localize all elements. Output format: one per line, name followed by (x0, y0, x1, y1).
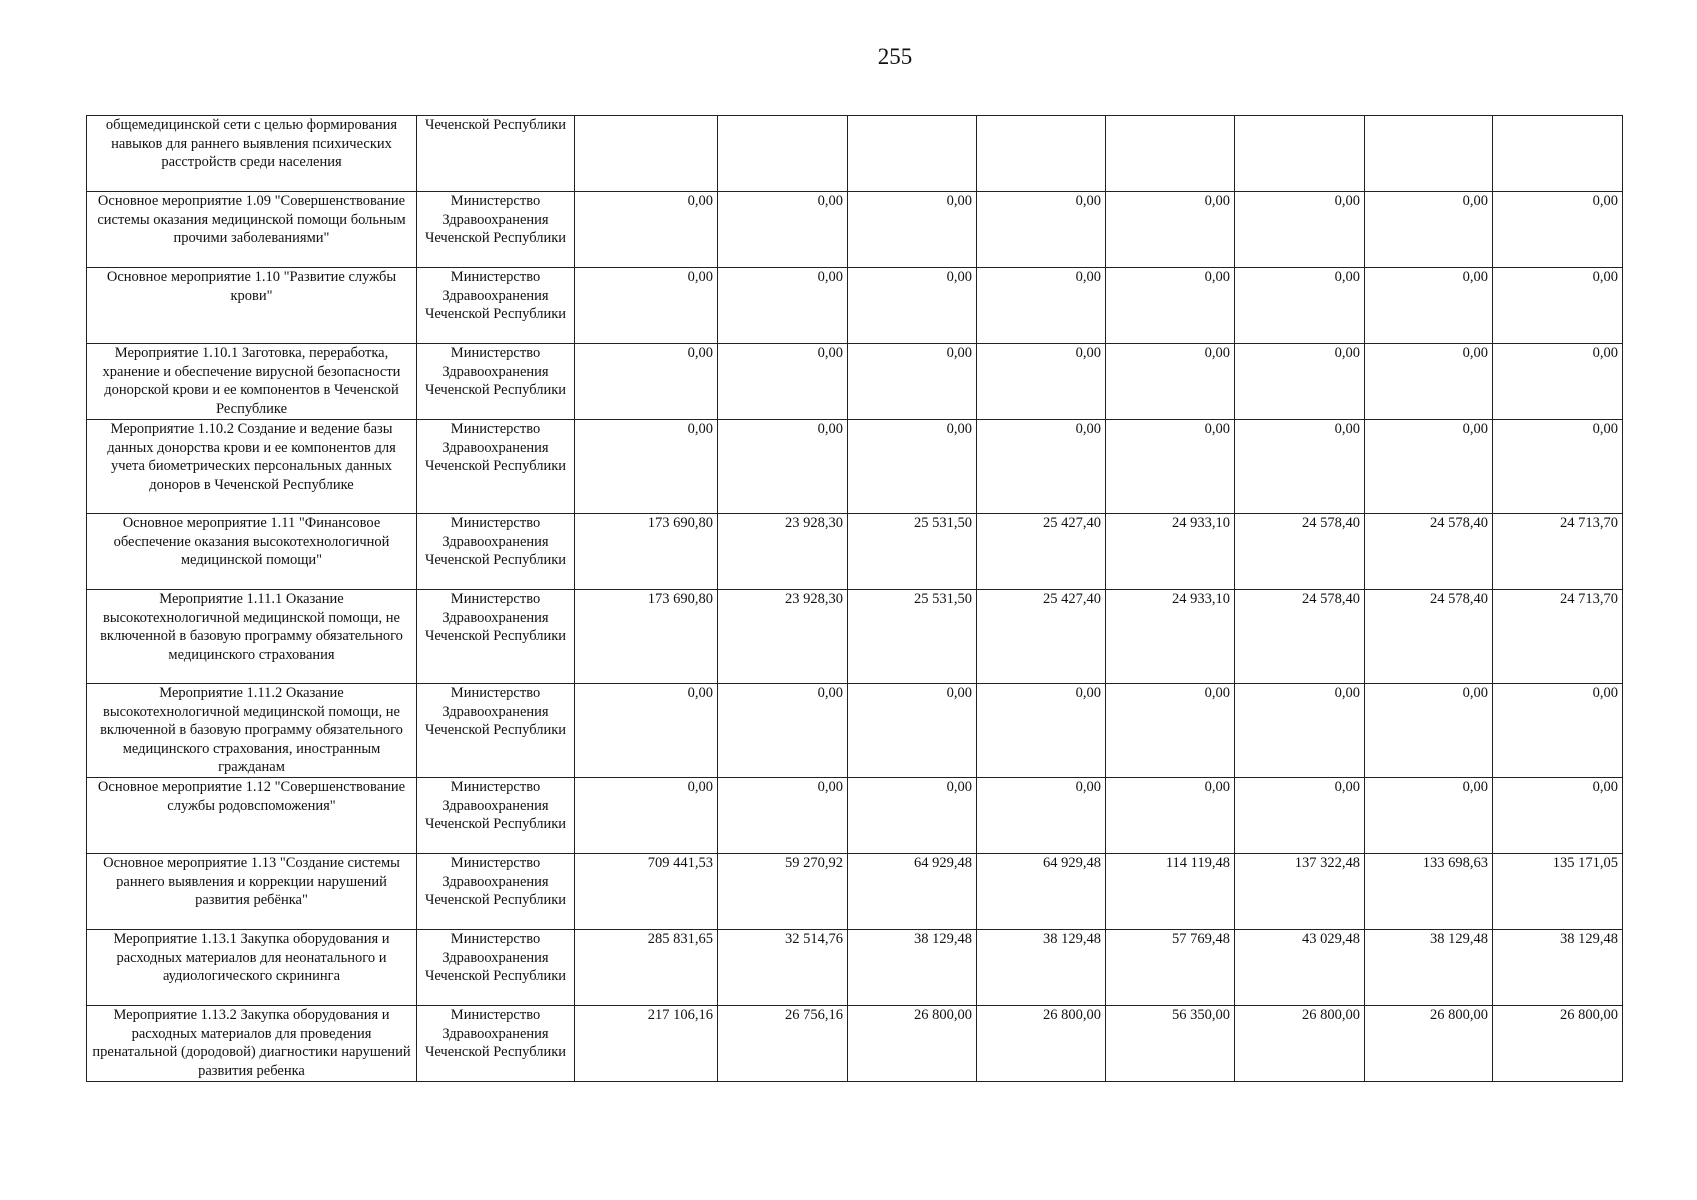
row-value-cell: 0,00 (575, 268, 718, 344)
row-value-cell: 0,00 (718, 684, 848, 778)
row-value-cell: 25 531,50 (848, 590, 977, 684)
row-name-cell: Мероприятие 1.10.2 Создание и ведение базы данных донорства крови и ее компонентов для учета биометрических персональных данных доноров в Чеченской Республике (87, 420, 417, 514)
row-value-cell: 26 800,00 (1493, 1006, 1623, 1082)
table-row (87, 344, 1623, 420)
table-row (87, 590, 1623, 684)
row-value-cell: 38 129,48 (848, 930, 977, 1006)
row-value-cell: 0,00 (977, 344, 1106, 420)
row-value-cell: 0,00 (718, 192, 848, 268)
row-value-cell (1493, 116, 1623, 192)
row-value-cell: 0,00 (1235, 268, 1365, 344)
row-name-cell: общемедицинской сети с целью формирования навыков для раннего выявления психических расстройств среди населения (87, 116, 417, 192)
row-value-cell: 137 322,48 (1235, 854, 1365, 930)
row-value-cell: 173 690,80 (575, 514, 718, 590)
page-number: 255 (877, 44, 913, 69)
row-value-cell: 0,00 (848, 192, 977, 268)
row-value-cell: 0,00 (1106, 268, 1235, 344)
row-value-cell: 0,00 (848, 684, 977, 778)
row-value-cell: 0,00 (977, 778, 1106, 854)
row-executor-cell: Министерство Здравоохранения Чеченской Республики (417, 420, 575, 514)
row-value-cell (1106, 116, 1235, 192)
row-value-cell: 133 698,63 (1365, 854, 1493, 930)
row-value-cell (1365, 116, 1493, 192)
row-value-cell: 0,00 (1493, 268, 1623, 344)
table-row (87, 930, 1623, 1006)
row-value-cell: 24 578,40 (1365, 590, 1493, 684)
budget-table (86, 115, 1623, 1082)
row-name-cell: Мероприятие 1.11.2 Оказание высокотехнологичной медицинской помощи, не включенной в базовую программу обязательного медицинского страхования, иностранным гражданам (87, 684, 417, 778)
row-name-cell: Мероприятие 1.11.1 Оказание высокотехнологичной медицинской помощи, не включенной в базовую программу обязательного медицинского страхования (87, 590, 417, 684)
row-value-cell: 114 119,48 (1106, 854, 1235, 930)
row-value-cell: 0,00 (1365, 420, 1493, 514)
row-name-cell: Основное мероприятие 1.12 "Совершенствование службы родовспоможения" (87, 778, 417, 854)
row-value-cell: 56 350,00 (1106, 1006, 1235, 1082)
row-value-cell: 0,00 (1235, 684, 1365, 778)
row-value-cell: 0,00 (718, 420, 848, 514)
row-value-cell: 0,00 (718, 344, 848, 420)
row-executor-cell: Министерство Здравоохранения Чеченской Республики (417, 854, 575, 930)
row-value-cell: 173 690,80 (575, 590, 718, 684)
row-value-cell: 0,00 (1106, 420, 1235, 514)
table-row (87, 268, 1623, 344)
row-value-cell: 0,00 (1106, 778, 1235, 854)
row-executor-cell: Министерство Здравоохранения Чеченской Республики (417, 344, 575, 420)
row-executor-cell: Министерство Здравоохранения Чеченской Республики (417, 268, 575, 344)
row-name-cell: Мероприятие 1.13.2 Закупка оборудования и расходных материалов для проведения пренатальной (дородовой) диагностики нарушений развития ребенка (87, 1006, 417, 1082)
row-value-cell: 0,00 (848, 268, 977, 344)
row-value-cell: 0,00 (977, 268, 1106, 344)
row-value-cell: 0,00 (1493, 778, 1623, 854)
row-value-cell: 25 427,40 (977, 514, 1106, 590)
row-value-cell: 23 928,30 (718, 514, 848, 590)
row-value-cell: 38 129,48 (977, 930, 1106, 1006)
row-value-cell: 38 129,48 (1493, 930, 1623, 1006)
row-value-cell: 0,00 (848, 420, 977, 514)
row-value-cell: 26 800,00 (848, 1006, 977, 1082)
row-name-cell: Мероприятие 1.10.1 Заготовка, переработка, хранение и обеспечение вирусной безопасности донорской крови и ее компонентов в Чеченской Республике (87, 344, 417, 420)
row-value-cell (575, 116, 718, 192)
row-value-cell: 0,00 (1106, 684, 1235, 778)
row-value-cell: 26 756,16 (718, 1006, 848, 1082)
row-value-cell: 64 929,48 (977, 854, 1106, 930)
row-executor-cell: Министерство Здравоохранения Чеченской Республики (417, 778, 575, 854)
row-value-cell: 0,00 (575, 344, 718, 420)
row-value-cell: 24 713,70 (1493, 590, 1623, 684)
row-value-cell (718, 116, 848, 192)
row-value-cell: 0,00 (1493, 344, 1623, 420)
row-value-cell: 0,00 (1106, 192, 1235, 268)
row-name-cell: Основное мероприятие 1.13 "Создание системы раннего выявления и коррекции нарушений развития ребёнка" (87, 854, 417, 930)
row-value-cell: 0,00 (1235, 778, 1365, 854)
row-value-cell: 43 029,48 (1235, 930, 1365, 1006)
table-row (87, 1006, 1623, 1082)
row-value-cell: 0,00 (848, 344, 977, 420)
table-row (87, 684, 1623, 778)
row-value-cell (977, 116, 1106, 192)
row-value-cell: 0,00 (718, 268, 848, 344)
row-value-cell: 26 800,00 (977, 1006, 1106, 1082)
row-value-cell: 217 106,16 (575, 1006, 718, 1082)
row-value-cell: 57 769,48 (1106, 930, 1235, 1006)
row-value-cell: 0,00 (1365, 344, 1493, 420)
row-value-cell: 24 933,10 (1106, 514, 1235, 590)
row-value-cell: 38 129,48 (1365, 930, 1493, 1006)
row-value-cell: 0,00 (718, 778, 848, 854)
row-executor-cell: Министерство Здравоохранения Чеченской Республики (417, 1006, 575, 1082)
row-value-cell: 0,00 (1365, 778, 1493, 854)
row-value-cell: 0,00 (1235, 192, 1365, 268)
row-value-cell: 0,00 (1235, 344, 1365, 420)
row-value-cell: 0,00 (1235, 420, 1365, 514)
row-value-cell: 285 831,65 (575, 930, 718, 1006)
row-value-cell: 0,00 (977, 192, 1106, 268)
row-value-cell: 135 171,05 (1493, 854, 1623, 930)
row-executor-cell: Министерство Здравоохранения Чеченской Республики (417, 590, 575, 684)
row-value-cell: 59 270,92 (718, 854, 848, 930)
table-row (87, 420, 1623, 514)
row-value-cell: 24 713,70 (1493, 514, 1623, 590)
row-executor-cell: Министерство Здравоохранения Чеченской Республики (417, 684, 575, 778)
table-row (87, 854, 1623, 930)
row-value-cell: 0,00 (1493, 420, 1623, 514)
row-executor-cell: Министерство Здравоохранения Чеченской Республики (417, 514, 575, 590)
row-value-cell: 0,00 (1106, 344, 1235, 420)
row-value-cell: 0,00 (575, 192, 718, 268)
row-value-cell: 0,00 (575, 778, 718, 854)
table-row (87, 192, 1623, 268)
row-value-cell: 0,00 (1493, 684, 1623, 778)
row-value-cell: 25 427,40 (977, 590, 1106, 684)
row-value-cell: 0,00 (848, 778, 977, 854)
row-executor-cell: Министерство Здравоохранения Чеченской Республики (417, 192, 575, 268)
row-value-cell: 0,00 (1493, 192, 1623, 268)
row-value-cell: 24 578,40 (1235, 590, 1365, 684)
row-value-cell: 24 933,10 (1106, 590, 1235, 684)
row-value-cell: 23 928,30 (718, 590, 848, 684)
row-value-cell: 24 578,40 (1365, 514, 1493, 590)
table-row (87, 116, 1623, 192)
row-name-cell: Основное мероприятие 1.11 "Финансовое обеспечение оказания высокотехнологичной медицинской помощи" (87, 514, 417, 590)
row-value-cell: 25 531,50 (848, 514, 977, 590)
row-value-cell: 32 514,76 (718, 930, 848, 1006)
row-value-cell: 0,00 (1365, 268, 1493, 344)
row-executor-cell: Чеченской Республики (417, 116, 575, 192)
row-name-cell: Основное мероприятие 1.09 "Совершенствование системы оказания медицинской помощи больным прочими заболеваниями" (87, 192, 417, 268)
row-value-cell: 0,00 (1365, 192, 1493, 268)
row-value-cell: 64 929,48 (848, 854, 977, 930)
row-value-cell: 26 800,00 (1235, 1006, 1365, 1082)
table-row (87, 514, 1623, 590)
row-value-cell: 0,00 (575, 420, 718, 514)
table-row (87, 778, 1623, 854)
row-name-cell: Мероприятие 1.13.1 Закупка оборудования и расходных материалов для неонатального и аудиологического скрининга (87, 930, 417, 1006)
row-value-cell: 24 578,40 (1235, 514, 1365, 590)
row-value-cell (1235, 116, 1365, 192)
table-body (87, 116, 1623, 1082)
row-value-cell: 709 441,53 (575, 854, 718, 930)
row-value-cell: 0,00 (1365, 684, 1493, 778)
row-executor-cell: Министерство Здравоохранения Чеченской Республики (417, 930, 575, 1006)
row-value-cell (848, 116, 977, 192)
row-name-cell: Основное мероприятие 1.10 "Развитие службы крови" (87, 268, 417, 344)
row-value-cell: 0,00 (575, 684, 718, 778)
row-value-cell: 0,00 (977, 684, 1106, 778)
row-value-cell: 0,00 (977, 420, 1106, 514)
row-value-cell: 26 800,00 (1365, 1006, 1493, 1082)
